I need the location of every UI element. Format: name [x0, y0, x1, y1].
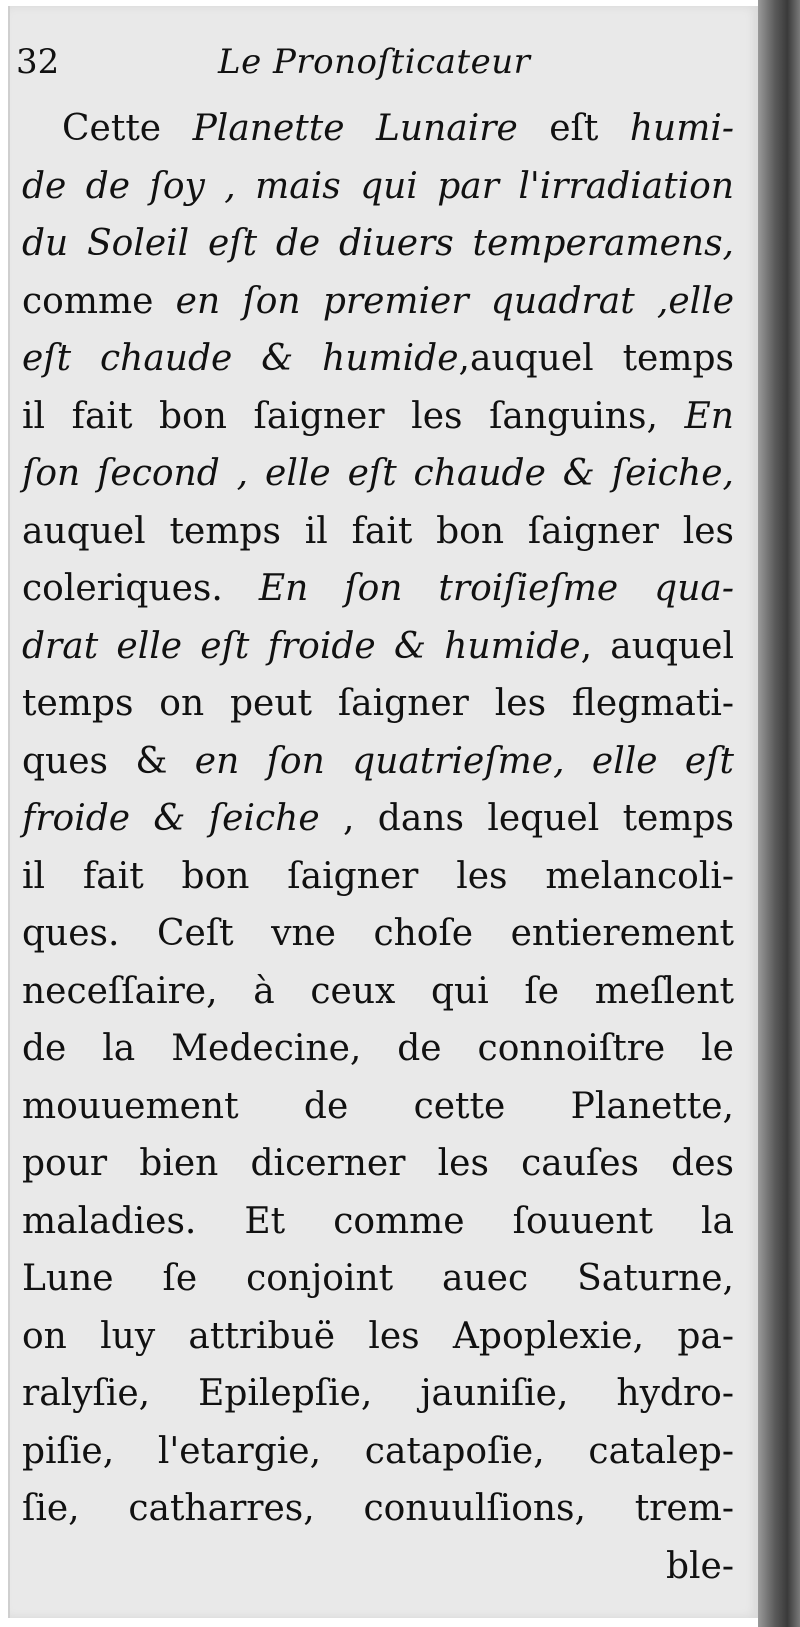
- text-line: auquel temps il fait bon ſaigner les: [22, 510, 734, 552]
- text-line: mouuement de cette Planette,: [22, 1085, 734, 1127]
- text-line: Lune ſe conjoint auec Saturne,: [22, 1258, 734, 1299]
- text-line: neceſſaire, à ceux qui ſe meſlent: [22, 970, 734, 1012]
- text-line: ſie, catharres, conuulſions, trem-: [22, 1488, 734, 1529]
- catchword: ble-: [665, 1545, 734, 1587]
- text-line: temps on peut ſaigner les flegmati-: [22, 683, 734, 724]
- page-number: 32: [16, 42, 60, 82]
- text-line: piſie, l'etargie, catapoſie, catalep-: [22, 1430, 734, 1472]
- text-line: pour bien dicerner les cauſes des: [22, 1143, 734, 1184]
- text-line: drat elle eſt froide & humide, auquel: [22, 625, 734, 667]
- text-line: on luy attribuë les Apoplexie, pa-: [22, 1315, 734, 1357]
- text-line: il fait bon ſaigner les ſanguins, En: [22, 395, 734, 437]
- text-line: eſt chaude & humide,auquel temps: [22, 338, 735, 379]
- text-line: ralyſie, Epilepſie, jauniſie, hydro-: [22, 1373, 734, 1414]
- text-line: coleriques. En ſon troiſieſme qua-: [22, 568, 735, 609]
- text-line: ques & en ſon quatrieſme, elle eſt: [22, 740, 734, 782]
- text-line: ſon ſecond , elle eſt chaude & ſeiche,: [22, 453, 734, 494]
- text-line: Cette Planette Lunaire eſt humi-: [62, 108, 735, 149]
- text-line: il fait bon ſaigner les melancoli-: [22, 855, 734, 897]
- text-line: de de ſoy , mais qui par l'irradiation: [22, 165, 734, 207]
- book-gutter: [758, 0, 800, 1627]
- text-line: maladies. Et comme ſouuent la: [22, 1200, 734, 1242]
- text-line: ques. Ceſt vne choſe entierement: [22, 913, 734, 954]
- running-head: Le Pronoſticateur: [218, 42, 531, 82]
- text-line: de la Medecine, de connoiſtre le: [22, 1028, 734, 1069]
- text-line: froide & ſeiche , dans lequel temps: [22, 798, 734, 839]
- text-line: comme en ſon premier quadrat ,elle: [22, 280, 734, 322]
- body-text: [22, 100, 734, 1595]
- text-line: du Soleil eſt de diuers temperamens,: [22, 223, 734, 264]
